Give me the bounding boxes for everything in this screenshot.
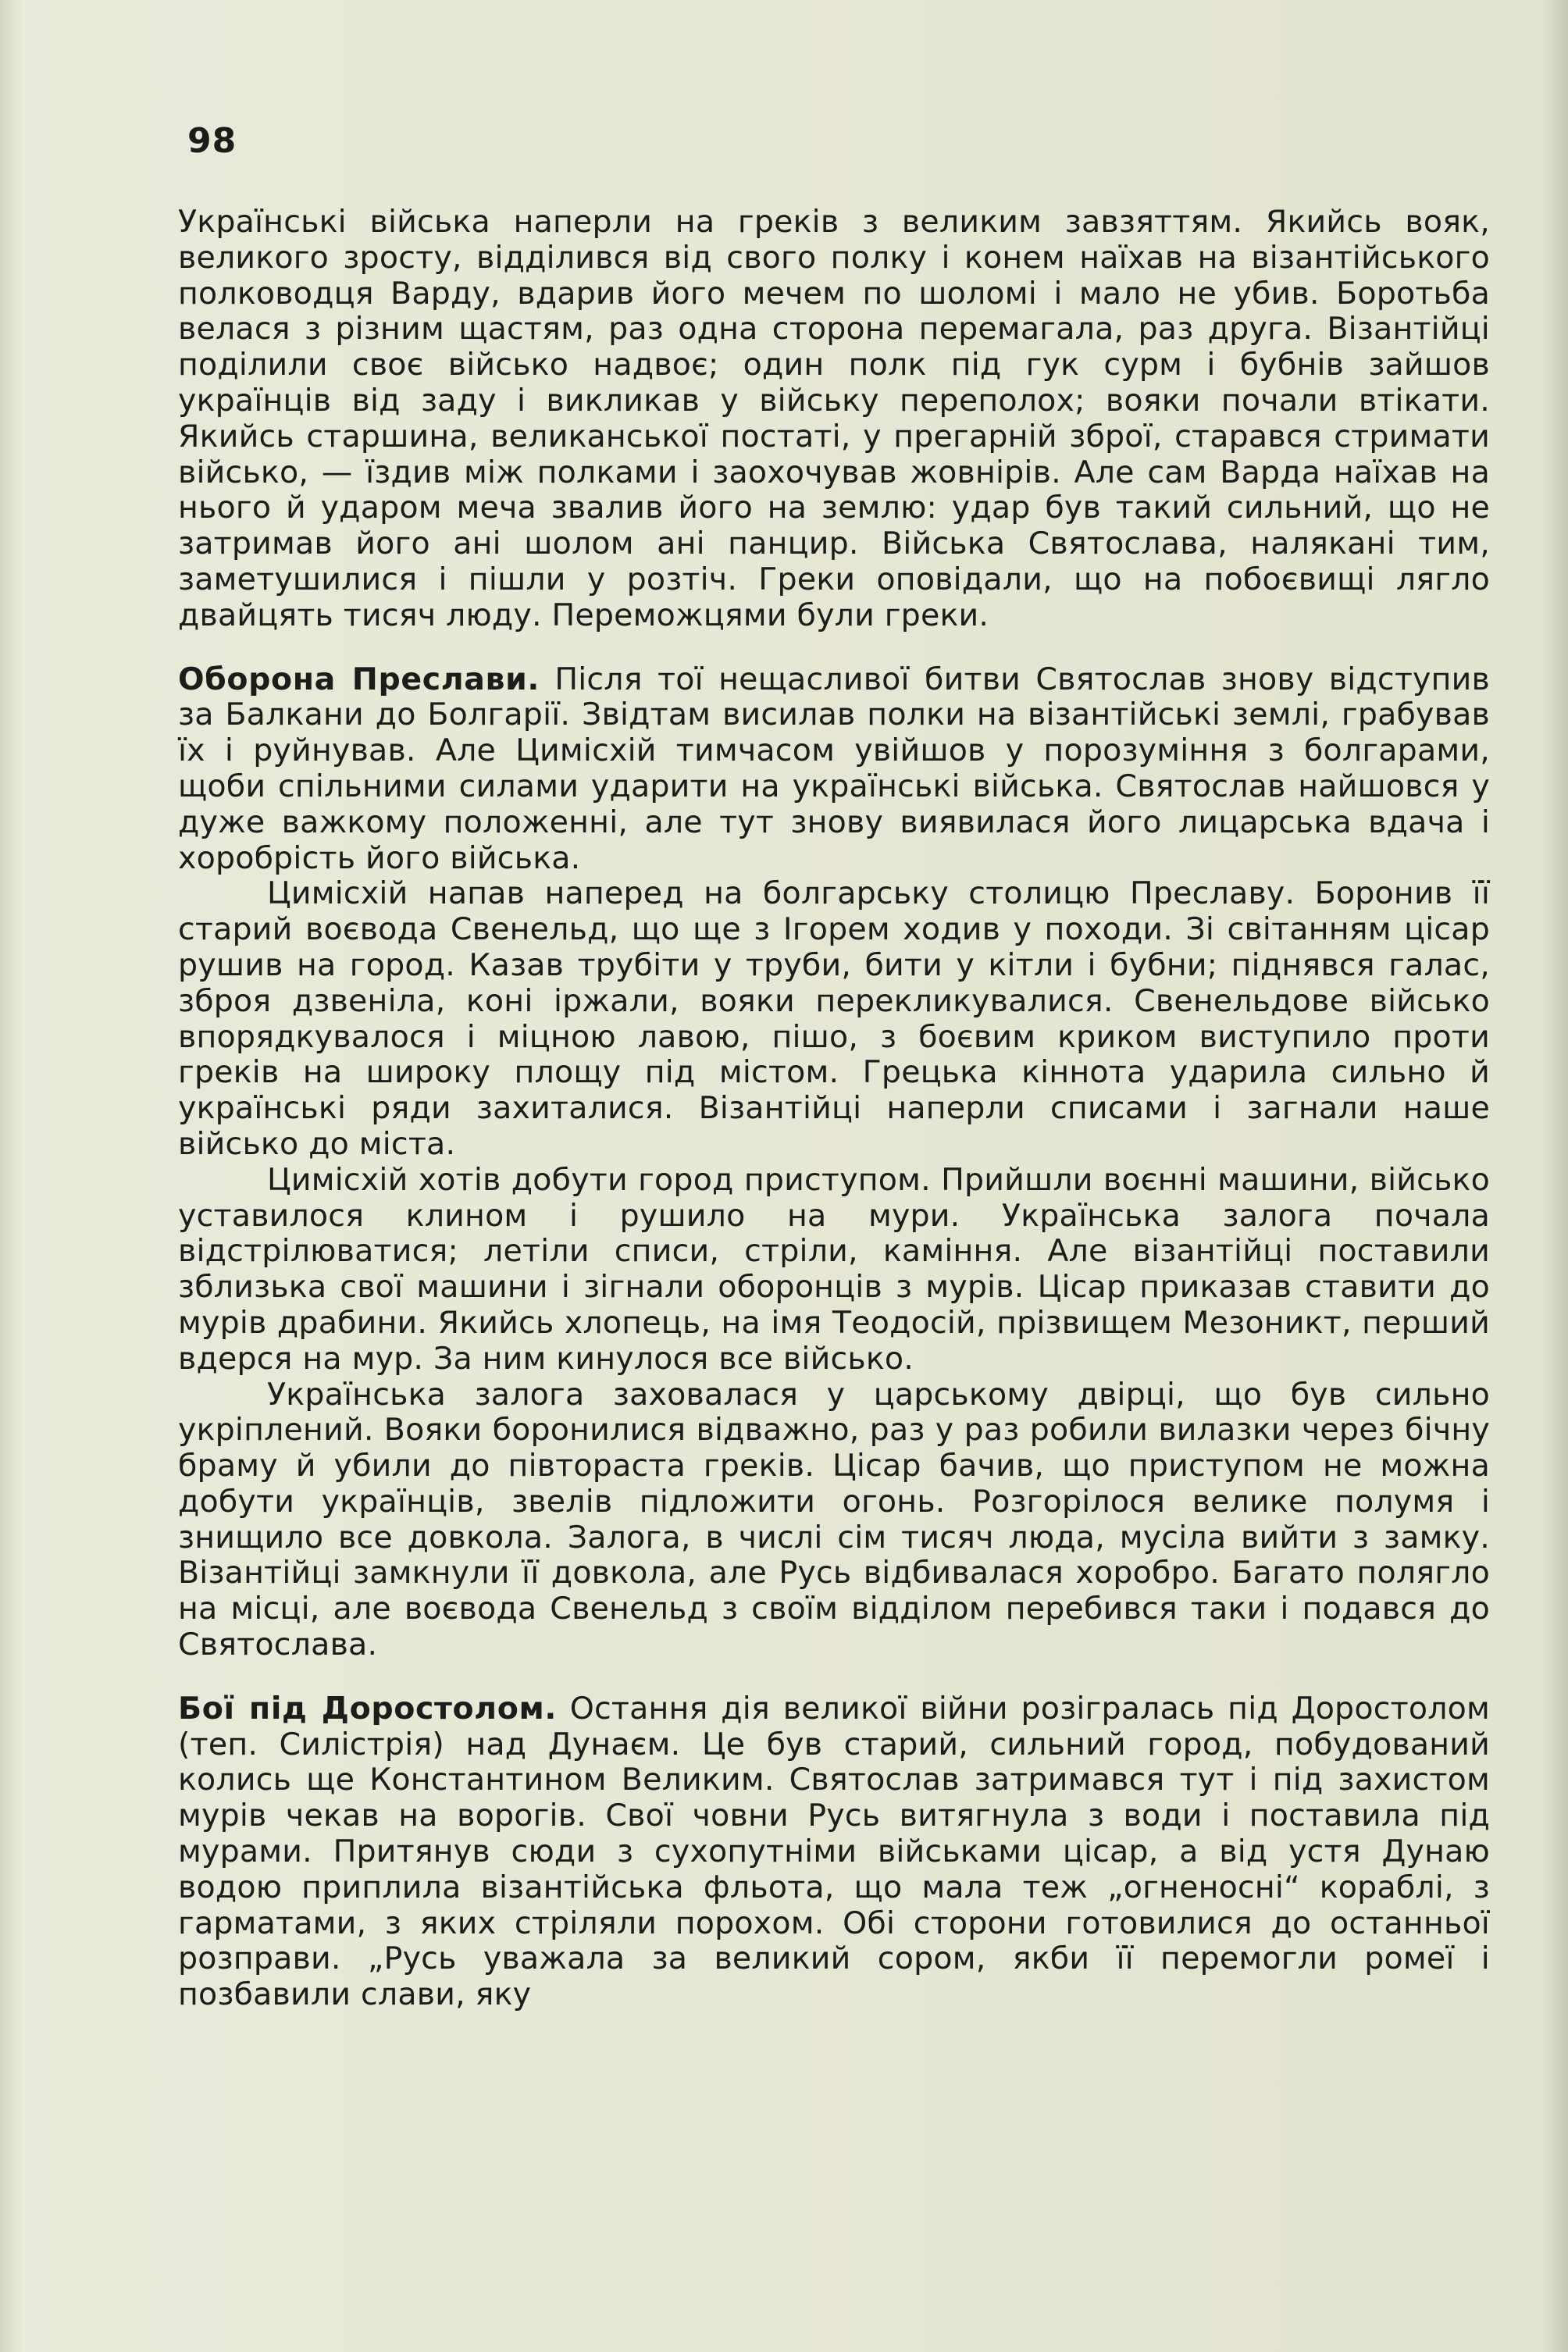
paragraph-body: Цимісхій напав наперед на болгарську столицю Преславу. Боронив її старий воєвода Свенельд, що ще з Ігорем ходив у походи. Зі світанням цісар рушив на город. Казав трубіти у труби, бити у кітли і бубни; піднявся галас, зброя дзвеніла, коні іржали, вояки перекликувалися. Свенельдове військо впорядкувалося і міцною лавою, пішо, з боєвим криком виступило проти греків на широку площу під містом. Грецька кіннота ударила сильно й українські ряди захиталися. Візантійці наперли списами і загнали наше військо до міста. xyxy=(178,875,1490,1162)
paragraph-body: Цимісхій хотів добути город приступом. Прийшли воєнні машини, військо уставилося клином і рушило на мури. Українська залога почала відстрілюватися; летіли списи, стріли, каміння. Але візантійці поставили зблизька свої машини і зігнали оборонців з мурів. Цісар приказав ставити до мурів драбини. Якийсь хлопець, на імя Теодосій, прізвищем Мезоникт, перший вдерся на мур. За ним кинулося все військо. xyxy=(178,1161,1490,1377)
paragraph-body: Українські війська наперли на греків з великим завзяттям. Якийсь вояк, великого зросту, відділився від свого полку і конем наїхав на візантійського полководця Варду, вдарив його мечем по шоломі і мало не убив. Боротьба велася з різним щастям, раз одна сторона перемагала, раз друга. Візантійці поділили своє військо надвоє; один полк під гук сурм і бубнів зайшов українців від заду і викликав у війську переполох; вояки почали втікати. Якийсь старшина, великанської постаті, у прегарній зброї, старався стримати військо, — їздив між полками і заохочував жовнірів. Але сам Варда наїхав на нього й ударом меча звалив його на землю: удар був такий сильний, що не затримав його ані шолом ані панцир. Війська Святослава, налякані тим, заметушилися і пішли у розтіч. Греки оповідали, що на побоєвищі лягло двайцять тисяч люду. Переможцями були греки. xyxy=(178,204,1490,633)
paragraph-dorostol-battles xyxy=(178,1691,1490,2013)
scan-shadow-right xyxy=(1541,0,1568,2352)
paragraph-assault xyxy=(178,1163,1490,1377)
paragraph-preslav-attack xyxy=(178,876,1490,1162)
section-heading-dorostol: Бої під Доростолом. xyxy=(178,1690,557,1727)
paragraph-body: Остання дія великої війни розігралась під Доростолом (теп. Силістрія) над Дунаєм. Це був старий, сильний город, побудований колись ще Константином Великим. Святослав затримався тут і під захистом мурів чекав на ворогів. Свої човни Русь витягнула з води і поставила під мурами. Притянув сюди з сухопутніми військами цісар, а від устя Дунаю водою приплила візантійська фльота, що мала теж „огненосні“ кораблі, з гарматами, з яких стріляли порохом. Обі сторони готовилися до останньої розправи. „Русь уважала за великий сором, якби її перемогли ромеї і позбавили слави, яку xyxy=(178,1690,1491,2013)
paragraph-palace-defense xyxy=(178,1377,1490,1663)
scan-shadow-left xyxy=(0,0,22,2352)
page-number: 98 xyxy=(187,121,237,161)
paragraph-preslav-defense xyxy=(178,662,1490,877)
body-text xyxy=(178,205,1490,2013)
paragraph-body: Українська залога заховалася у царському двірці, що був сильно укріплений. Вояки боронилися відважно, раз у раз робили вилазки через бічну браму й убили до півтораста греків. Цісар бачив, що приступом не можна добути українців, звелів підложити огонь. Розгорілося велике полумя і знищило все довкола. Залога, в числі сім тисяч люда, мусіла вийти з замку. Візантійці замкнули її довкола, але Русь відбивалася хоробро. Багато полягло на місці, але воєвода Свенельд з своїм відділом перебився таки і подався до Святослава. xyxy=(178,1376,1490,1663)
section-heading-preslav: Оборона Преслави. xyxy=(178,661,540,697)
paragraph-body: Після тої нещасливої битви Святослав знову відступив за Балкани до Болгарії. Звідтам висилав полки на візантійські землі, грабував їх і руйнував. Але Цимісхій тимчасом увійшов у порозуміння з болгарами, щоби спільними силами ударити на українські війська. Святослав найшовся у дуже важкому положенні, але тут знову виявилася його лицарська вдача і хоробрість його війська. xyxy=(178,661,1490,876)
paragraph-battle-description xyxy=(178,205,1490,634)
